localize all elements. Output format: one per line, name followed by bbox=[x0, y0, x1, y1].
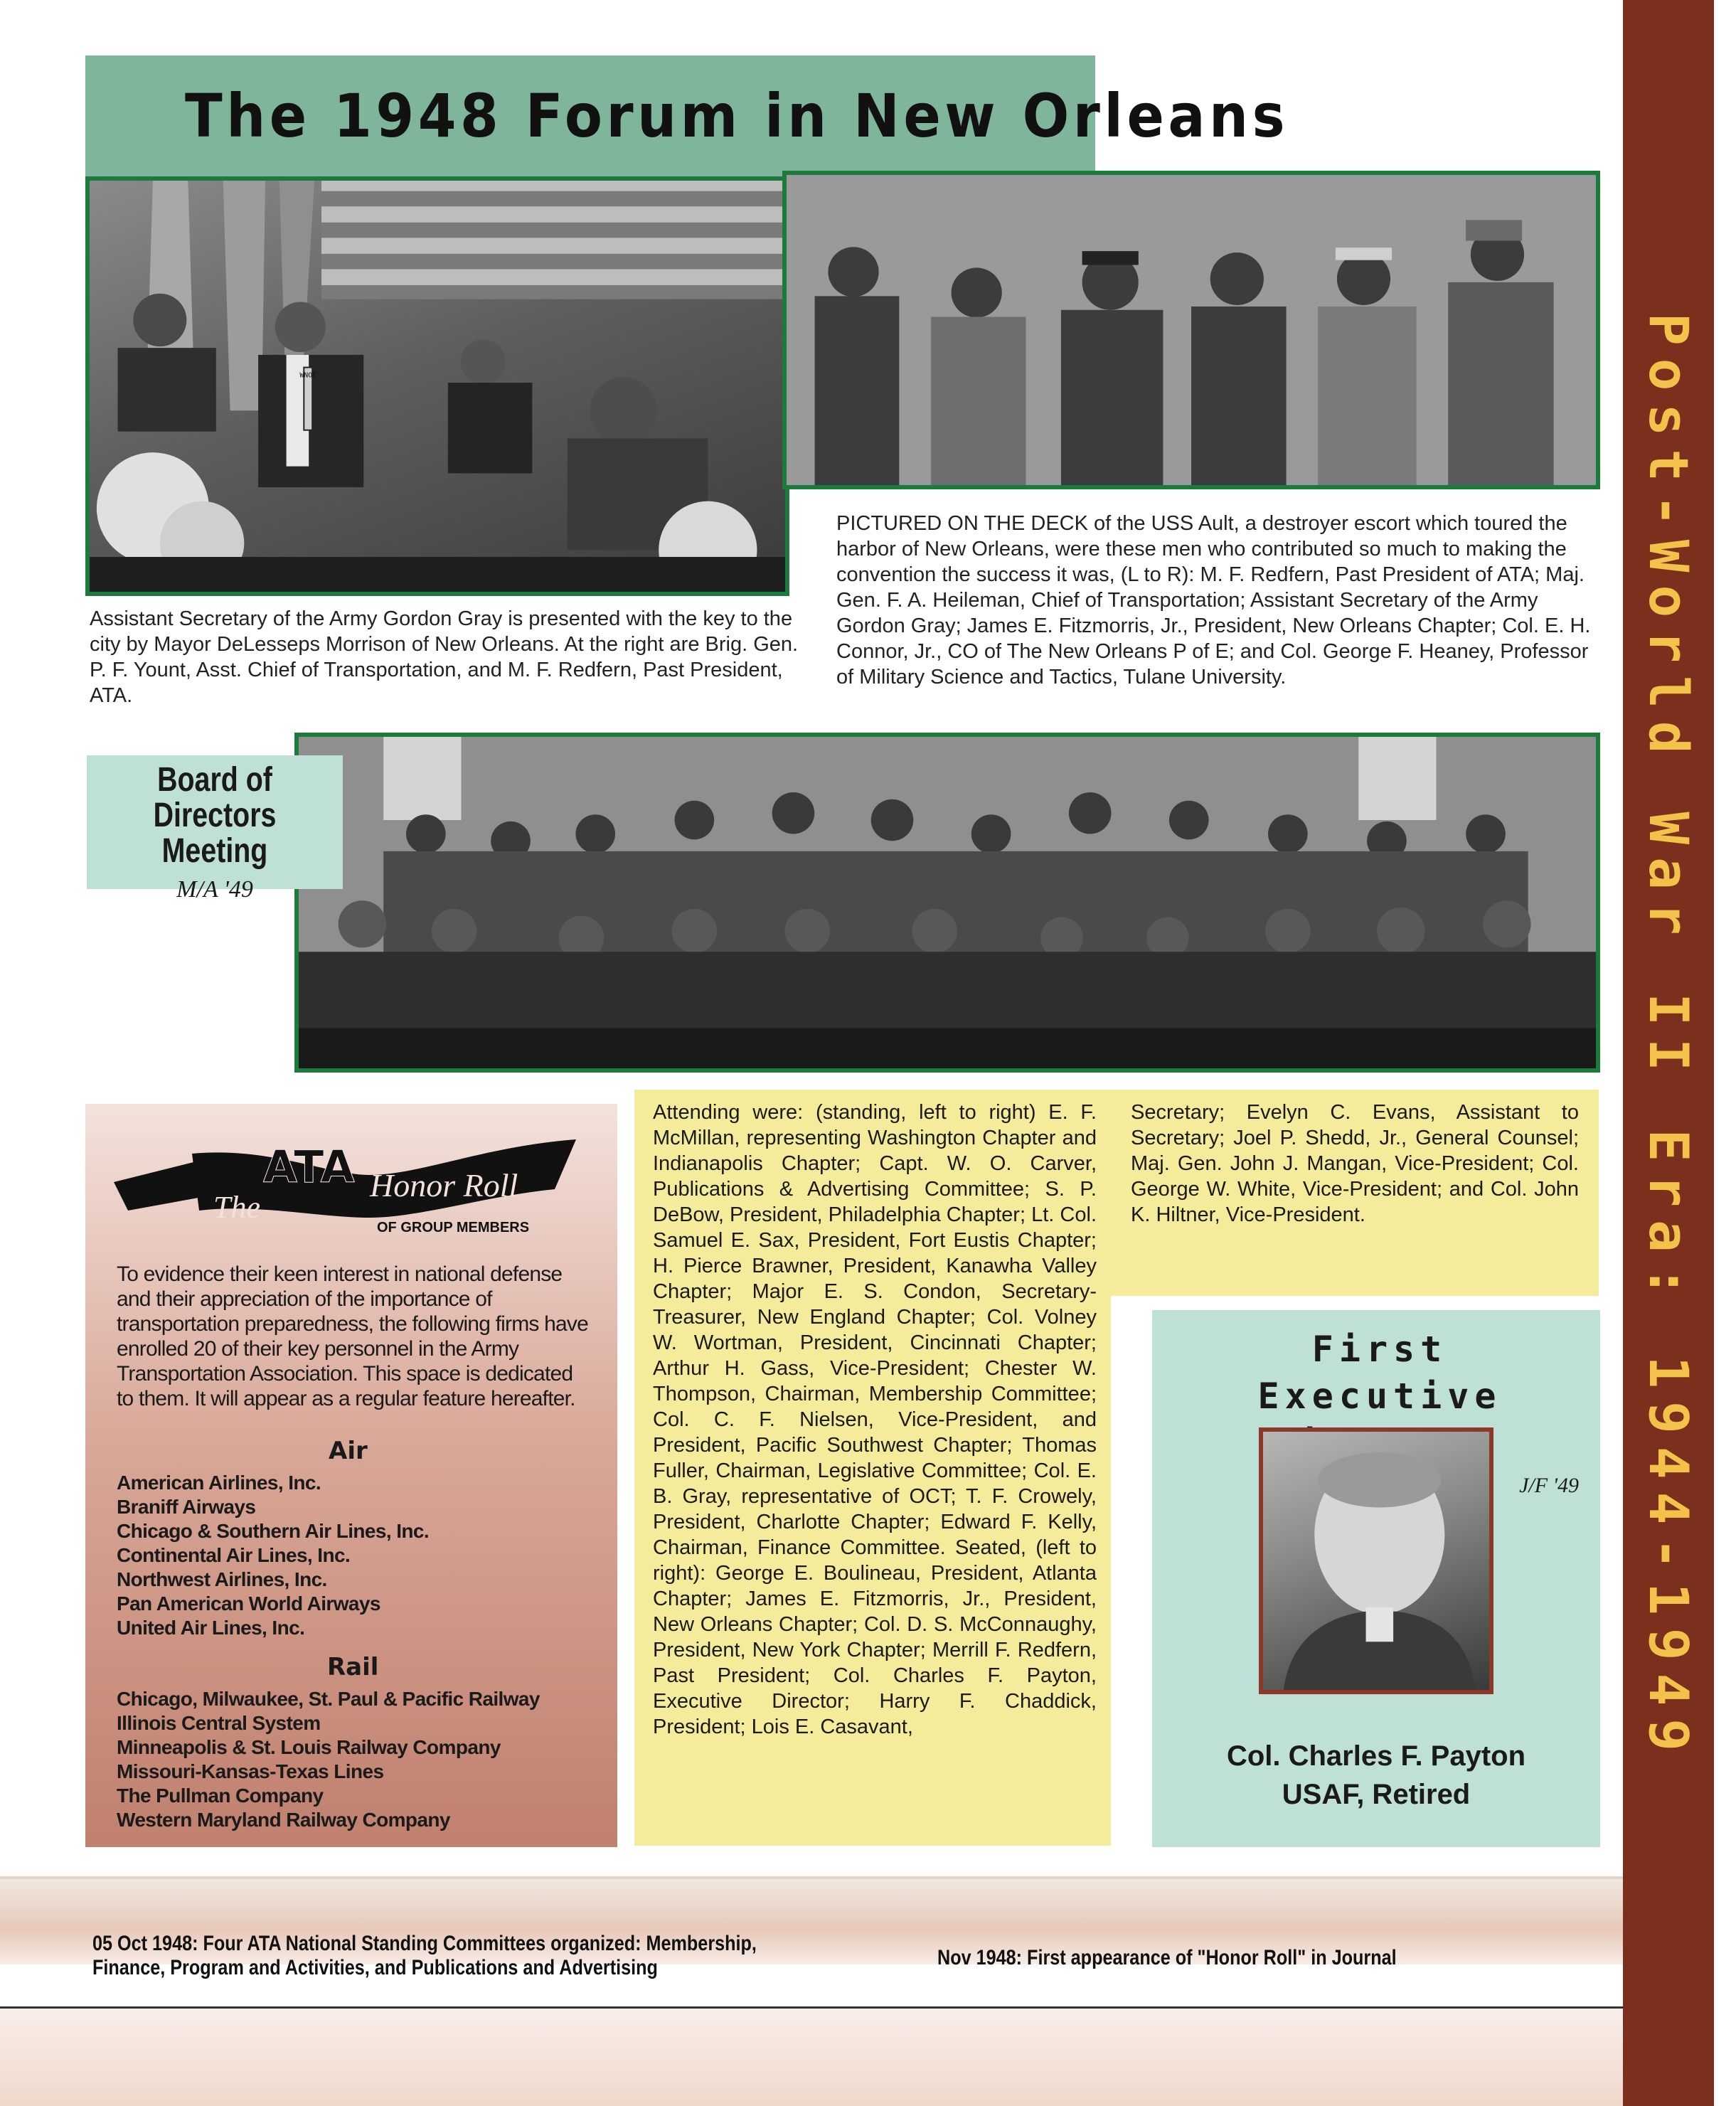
deck-group-photo bbox=[782, 171, 1600, 489]
page-title: The 1948 Forum in New Orleans bbox=[185, 81, 1289, 151]
the-logo-text: The bbox=[213, 1190, 260, 1225]
era-spine-title: Post-World War II Era: 1944-1949 bbox=[1637, 313, 1700, 1765]
honor-roll-banner bbox=[114, 1132, 597, 1239]
key-ceremony-caption: Assistant Secretary of the Army Gordon Gray is presented with the key to the city by Mayor DeLesseps Morrison of New Orleans. At the right are Brig. Gen. P. F. Yount, Asst. Chief of Transportation, and M. F. Redfern, Past President, ATA. bbox=[90, 607, 799, 707]
board-meeting-label bbox=[87, 755, 343, 903]
timeline-entry-1-line2: Finance, Program and Activities, and Publications and Advertising bbox=[92, 1956, 658, 1979]
timeline-band-lower bbox=[0, 2009, 1623, 2106]
executive-name-line2: USAF, Retired bbox=[1282, 1779, 1471, 1810]
timeline-entry-1-line1: 05 Oct 1948: Four ATA National Standing Committees organized: Membership, bbox=[92, 1932, 757, 1955]
rail-heading: Rail bbox=[327, 1653, 379, 1681]
attending-column-2: Secretary; Evelyn C. Evans, Assistant to Secretary; Joel P. Shedd, Jr., General Counsel; Maj. Gen. John J. Mangan, Vice-President; Col. George W. White, Vice-President; and Col. John K. Hiltner, Vice-President. bbox=[1131, 1101, 1579, 1226]
executive-name bbox=[1152, 1737, 1600, 1814]
executive-title-line1: First Executive bbox=[1257, 1329, 1502, 1417]
air-item: Chicago & Southern Air Lines, Inc. bbox=[117, 1520, 430, 1542]
key-ceremony-illustration bbox=[90, 181, 785, 592]
rail-item: The Pullman Company bbox=[117, 1785, 324, 1807]
payton-portrait-illustration bbox=[1263, 1432, 1489, 1690]
executive-name-line1: Col. Charles F. Payton bbox=[1226, 1740, 1526, 1772]
board-title-line2: Meeting bbox=[161, 832, 268, 870]
board-meeting-photo bbox=[294, 733, 1600, 1073]
board-issue: M/A '49 bbox=[176, 876, 253, 903]
timeline-entry-1 bbox=[92, 1932, 757, 1980]
honor-roll-logo-text: Honor Roll bbox=[370, 1167, 518, 1203]
honor-roll-box bbox=[85, 1104, 617, 1847]
rail-item: Western Maryland Railway Company bbox=[117, 1809, 450, 1831]
deck-group-illustration bbox=[787, 175, 1596, 485]
ata-logo-text: ATA bbox=[263, 1141, 355, 1193]
air-item: Braniff Airways bbox=[117, 1496, 256, 1518]
rail-item: Minneapolis & St. Louis Railway Company bbox=[117, 1736, 501, 1758]
board-meeting-illustration bbox=[299, 737, 1596, 1068]
air-item: Northwest Airlines, Inc. bbox=[117, 1568, 327, 1590]
key-ceremony-photo bbox=[85, 176, 789, 596]
rail-list bbox=[117, 1687, 540, 1832]
of-group-members-text: OF GROUP MEMBERS bbox=[377, 1220, 530, 1235]
air-item: Continental Air Lines, Inc. bbox=[117, 1544, 351, 1566]
rail-item: Chicago, Milwaukee, St. Paul & Pacific Railway bbox=[117, 1688, 540, 1710]
executive-director-box bbox=[1152, 1310, 1600, 1847]
honor-roll-intro: To evidence their keen interest in national defense and their appreciation of the importance of transportation preparedness, the following firms have enrolled 20 of their key personnel in the Army Transportation Association. This space is dedicated to them. It will appear as a regular feature hereafter. bbox=[117, 1262, 588, 1410]
air-item: United Air Lines, Inc. bbox=[117, 1617, 305, 1639]
air-list bbox=[117, 1471, 429, 1640]
air-item: Pan American World Airways bbox=[117, 1592, 380, 1615]
attending-column-1: Attending were: (standing, left to right) E. F. McMillan, representing Washington Chapter and Indianapolis Chapter; Capt. W. O. Carver, Publications & Advertising Committee; S. P. DeBow, President, Philadelphia Chapter; Lt. Col. Samuel E. Sax, President, Fort Eustis Chapter; H. Pierce Brawner, President, Kanawha Valley Chapter; Major E. S. Condon, Secretary-Treasurer, New England Chapter; Col. Volney W. Wortman, President, Cincinnati Chapter; Arthur H. Gass, Vice-President; Chester W. Thompson, Chairman, Membership Committee; Col. C. F. Nielsen, Vice-President, and President, Pacific Southwest Chapter; Thomas Fuller, Chairman, Legislative Committee; Col. E. B. Gray, representative of OCT; T. F. Crowely, President, Charlotte Chapter; Edward F. Kelly, Chairman, Finance Committee. Seated, (left to right): George E. Boulineau, President, Atlanta Chapter; James E. Fitzmorris, Jr., President, New Orleans Chapter; Col. D. S. McConnaughy, President, New York Chapter; Merrill F. Redfern, Past President; Col. Charles F. Payton, Executive Director; Harry F. Chaddick, President; Lois E. Casavant, bbox=[653, 1101, 1097, 1738]
executive-issue: J/F '49 bbox=[1519, 1474, 1579, 1497]
air-item: American Airlines, Inc. bbox=[117, 1472, 321, 1494]
title-banner bbox=[85, 55, 1289, 176]
wnoe-mic-label: WNOE bbox=[299, 371, 317, 380]
rail-item: Illinois Central System bbox=[117, 1712, 321, 1734]
rail-item: Missouri-Kansas-Texas Lines bbox=[117, 1760, 384, 1782]
board-title-line1: Board of Directors bbox=[153, 761, 277, 834]
deck-group-caption: PICTURED ON THE DECK of the USS Ault, a destroyer escort which toured the harbor of New Orleans, were these men who contributed so much to making the convention the success it was, (L to R): M. F. Redfern, Past President of ATA; Maj. Gen. F. A. Heileman, Chief of Transportation; Assistant Secretary of the Army Gordon Gray; James E. Fitzmorris, Jr., President, New Orleans Chapter; Col. E. H. Connor, Jr., CO of The New Orleans P of E; and Col. George F. Heaney, Professor of Military Science and Tactics, Tulane University. bbox=[836, 512, 1591, 688]
air-heading: Air bbox=[329, 1437, 368, 1465]
payton-portrait bbox=[1259, 1427, 1493, 1694]
timeline-entry-2: Nov 1948: First appearance of "Honor Roll" in Journal bbox=[937, 1946, 1397, 1969]
